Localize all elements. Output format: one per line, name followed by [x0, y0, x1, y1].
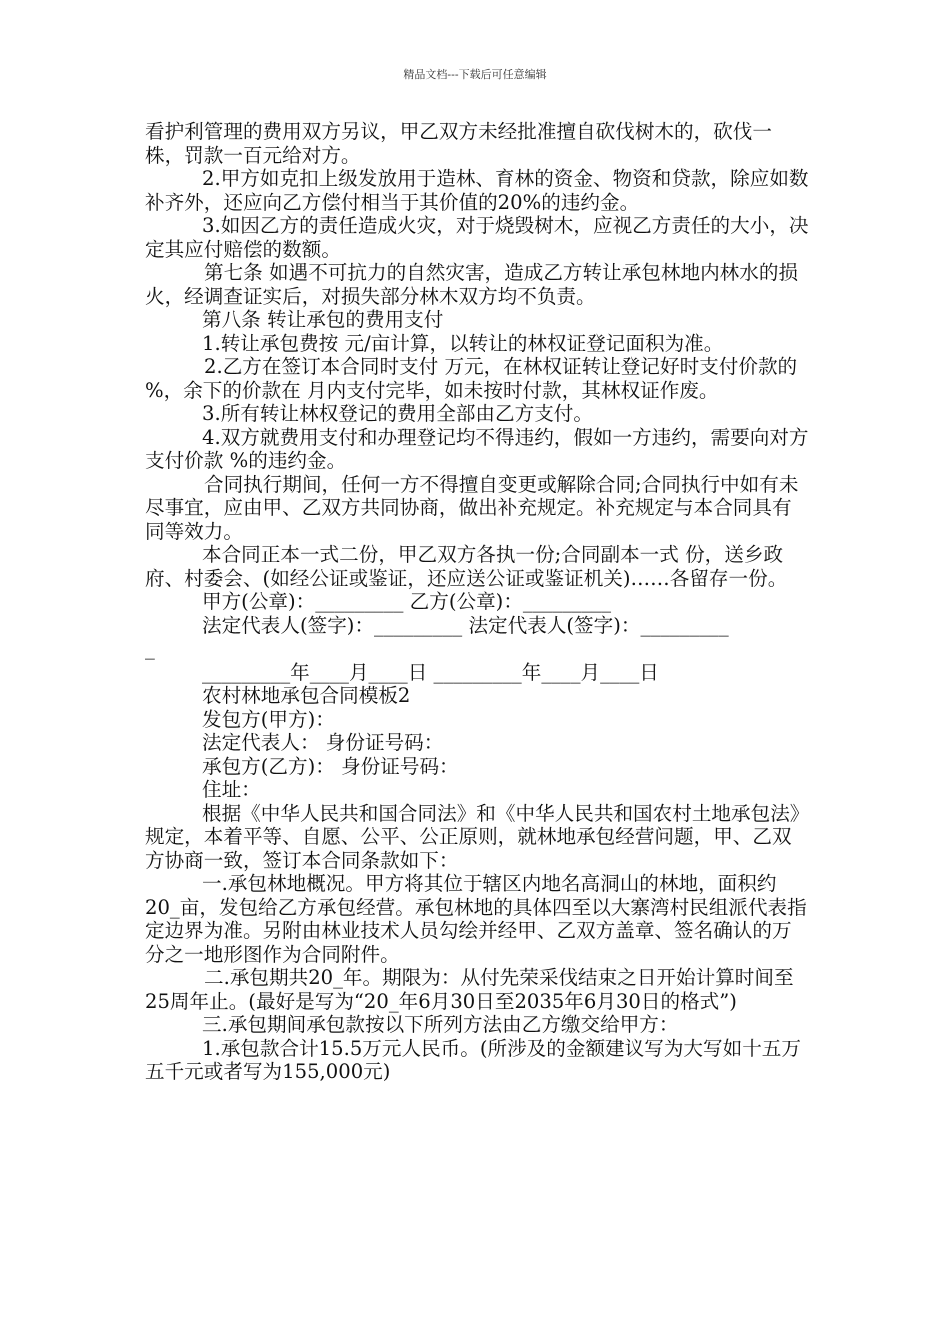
- section-heading: 第八条 转让承包的费用支付: [202, 308, 444, 331]
- paragraph: 3.所有转让林权登记的费用全部由乙方支付。: [202, 402, 593, 425]
- paragraph: 一.承包林地概况。甲方将其位于辖区内地名高洞山的林地，面积约20_亩，发包给乙方承包经营。承包林地的具体四至以大寨湾村民组派代表指定边界为准。另附由林业技术人员勾绘并经甲、乙双方盖章、签名确认的万分之一地形图作为合同附件。: [145, 872, 807, 966]
- paragraph: 二.承包期共20_年。期限为：从付先荣采伐结束之日开始计算时间至25周年止。(最好是写为“20_年6月30日至2035年6月30日的格式”): [145, 966, 794, 1013]
- signature-line: 甲方(公章)：_________ 乙方(公章)：_________: [202, 590, 612, 613]
- date-line: _________年____月____日 _________年____月____日: [202, 660, 659, 684]
- paragraph: 第七条 如遇不可抗力的自然灾害，造成乙方转让承包林地内林水的损火，经调查证实后，对损失部分林木双方均不负责。: [145, 261, 799, 308]
- party-field: 住址：: [202, 778, 261, 801]
- page-header: 精品文档---下载后可任意编辑: [403, 68, 547, 81]
- paragraph: 本合同正本一式二份，甲乙双方各执一份;合同副本一式 份，送乡政府、村委会、(如经公证或鉴证，还应送公证或鉴证机关)……各留存一份。: [145, 543, 788, 590]
- paragraph: 3.如因乙方的责任造成火灾，对于烧毁树木，应视乙方责任的大小，决定其应付赔偿的数额。: [145, 214, 809, 261]
- paragraph: 4.双方就费用支付和办理登记均不得违约，假如一方违约，需要向对方支付价款 %的违约金。: [145, 425, 809, 472]
- paragraph: 看护利管理的费用双方另议，甲乙双方未经批准擅自砍伐树木的，砍伐一株，罚款一百元给对方。: [145, 120, 772, 167]
- paragraph: 2.乙方在签订本合同时支付 万元，在林权证转让登记好时支付价款的 %，余下的价款在 月内支付完毕，如未按时付款，其林权证作废。: [145, 355, 804, 402]
- document-title: 农村林地承包合同模板2: [202, 684, 411, 707]
- signature-line: 法定代表人(签字)：_________ 法定代表人(签字)：_________: [202, 613, 729, 637]
- paragraph: 1.转让承包费按 元/亩计算，以转让的林权证登记面积为准。: [202, 331, 724, 355]
- paragraph: 1.承包款合计15.5万元人民币。(所涉及的金额建议写为大写如十五万五千元或者写为155,000元): [145, 1036, 801, 1083]
- paragraph: 合同执行期间，任何一方不得擅自变更或解除合同;合同执行中如有未尽事宜，应由甲、乙双方共同协商，做出补充规定。补充规定与本合同具有同等效力。: [145, 472, 799, 543]
- paragraph: 2.甲方如克扣上级发放用于造林、育林的资金、物资和贷款，除应如数补齐外，还应向乙方偿付相当于其价值的20%的违约金。: [145, 167, 809, 214]
- party-field: 法定代表人： 身份证号码：: [202, 731, 444, 754]
- paragraph: 三.承包期间承包款按以下所列方法由乙方缴交给甲方：: [202, 1013, 679, 1036]
- party-field: 发包方(甲方)：: [202, 707, 335, 731]
- party-field: 承包方(乙方)： 身份证号码：: [202, 754, 459, 778]
- paragraph: 根据《中华人民共和国合同法》和《中华人民共和国农村土地承包法》规定，本着平等、自愿、公平、公正原则，就林地承包经营问题，甲、乙双方协商一致，签订本合同条款如下：: [145, 801, 810, 872]
- document-body: [145, 120, 810, 1084]
- signature-line-continuation: _: [145, 637, 155, 660]
